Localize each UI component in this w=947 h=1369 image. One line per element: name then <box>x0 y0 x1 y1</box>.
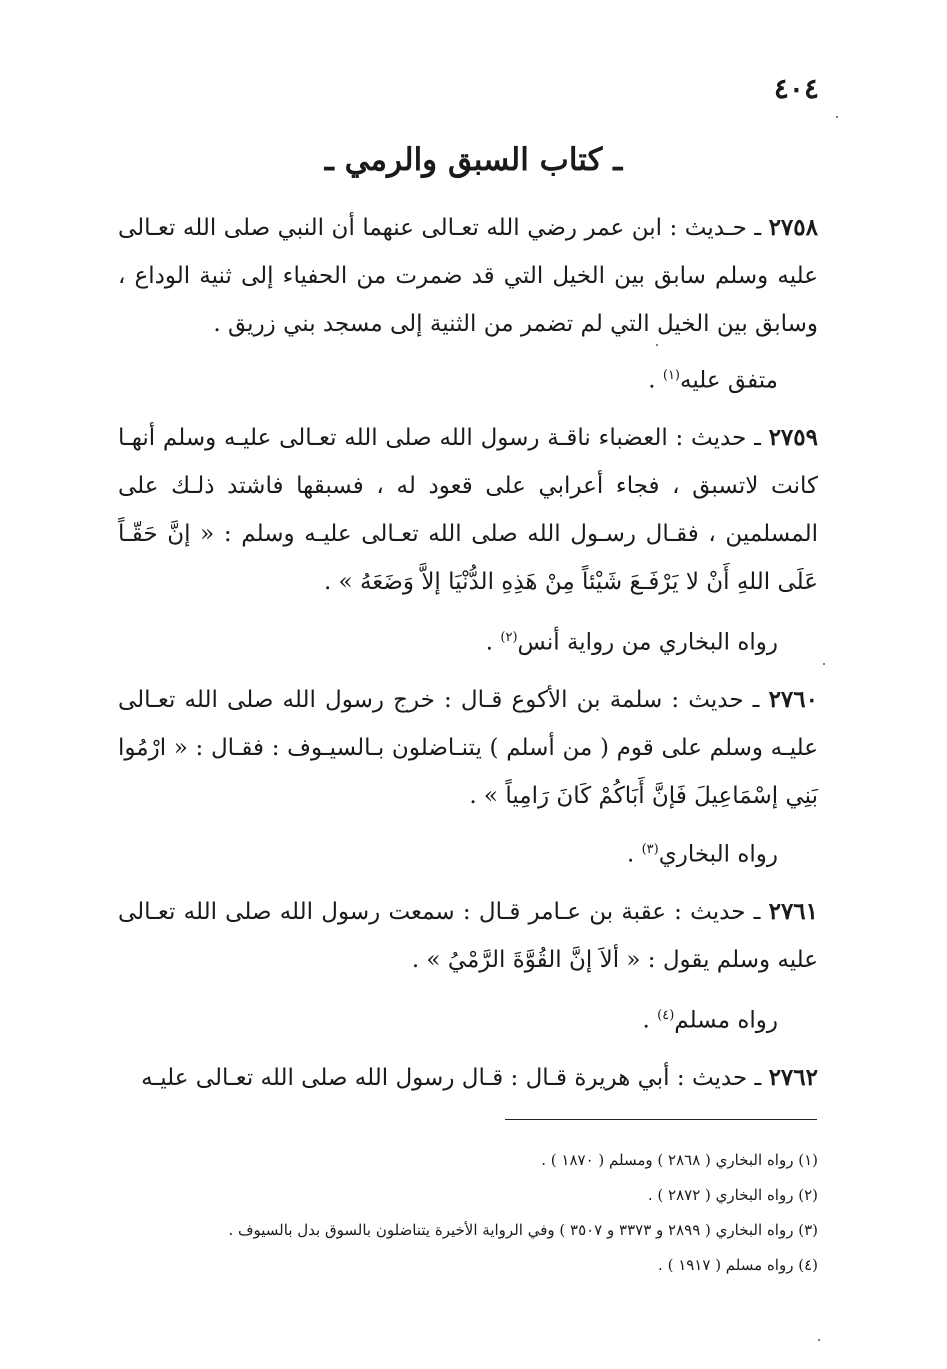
hadith-block <box>118 888 818 984</box>
hadith-text: ـ حديث : سلمة بن الأكوع قـال : خرج رسول الله صلى الله تعـالى عليـه وسلم على قوم ( من أسلم ) يتنـاضلون بـالسيـوف : فقـال : « ارْمُوا بَنِي إسْمَاعِيلَ فَإنَّ أَبَاكُمْ كَانَ رَامِياً » . <box>118 687 818 809</box>
hadith-paragraph <box>118 414 818 606</box>
hadith-source-block <box>118 614 818 667</box>
source-text: رواه البخاري <box>658 841 778 868</box>
scan-speck <box>656 344 658 346</box>
footnote: (٣) رواه البخاري ( ٢٨٩٩ و ٣٣٧٣ و ٣٥٠٧ ) وفي الرواية الأخيرة يتناضلون بالسوق بدل بالسيوف . <box>228 1221 818 1239</box>
source-end: . <box>648 367 663 394</box>
hadith-source <box>118 992 818 1045</box>
hadith-paragraph <box>118 204 818 348</box>
hadith-block <box>118 204 818 348</box>
hadith-text: ـ حـديث : ابن عمر رضي الله تعـالى عنهما أن النبي صلى الله تعـالى عليه وسلم سابق بين الخيل التي قد ضمرت من الحفياء إلى ثنية الوداع ، وسابق بين الخيل التي لم تضمر من الثنية إلى مسجد بني زريق . <box>118 215 818 337</box>
hadith-source <box>118 614 818 667</box>
source-end: . <box>626 841 642 868</box>
source-end: . <box>642 1007 658 1034</box>
hadith-block <box>118 414 818 606</box>
source-text: متفق عليه <box>680 367 778 394</box>
hadith-source-block <box>118 352 818 405</box>
footnotes <box>118 1143 818 1283</box>
hadith-source <box>118 826 818 879</box>
source-text: رواه البخاري من رواية أنس <box>517 629 778 656</box>
hadith-paragraph <box>118 888 818 984</box>
hadith-source <box>118 352 818 405</box>
hadith-paragraph <box>118 1054 818 1102</box>
hadith-number: ٢٧٦١ <box>768 898 819 925</box>
chapter-title: ـ كتاب السبق والرمي ـ <box>324 142 623 178</box>
scan-speck <box>823 663 825 665</box>
hadith-text: ـ حديث : عقبة بن عـامر قـال : سمعت رسول الله صلى الله تعـالى عليه وسلم يقول : « ألاَ إنَّ القُوَّةَ الرَّمْيُ » . <box>118 899 818 973</box>
footnote: (٢) رواه البخاري ( ٢٨٧٢ ) . <box>647 1186 818 1204</box>
hadith-number: ٢٧٦٢ <box>768 1064 818 1091</box>
hadith-text: ـ حديث : العضباء ناقـة رسول الله صلى الله تعـالى عليـه وسلم أنهـا كانت لاتسبق ، فجاء أعرابي على قعود له ، فسبقها فاشتد ذلـك على المسلمين ، فقـال رسـول الله صلى الله تعـالى عليـه وسلم : « إنَّ حَقّـاً عَلَى اللهِ أَنْ لا يَرْفَـعَ شَيْئاً مِنْ هَذِهِ الدُّنْيَا إلاَّ وَضَعَهُ » . <box>118 425 818 595</box>
scan-speck <box>818 1339 820 1341</box>
hadith-source-block <box>118 992 818 1045</box>
hadith-paragraph <box>118 676 818 820</box>
footnote-ref: (١) <box>662 368 680 383</box>
footnote-ref: (٣) <box>641 842 659 857</box>
hadith-text: ـ حديث : أبي هريرة قـال : قـال رسول الله صلى الله تعـالى عليـه <box>141 1065 762 1091</box>
footnote: (٤) رواه مسلم ( ١٩١٧ ) . <box>658 1256 818 1274</box>
footnote-ref: (٤) <box>657 1008 675 1023</box>
hadith-number: ٢٧٥٩ <box>768 424 818 451</box>
footnote-divider <box>505 1119 817 1120</box>
footnote-ref: (٢) <box>500 630 518 645</box>
scan-speck <box>836 116 838 118</box>
source-end: . <box>485 629 501 656</box>
hadith-number: ٢٧٥٨ <box>768 214 818 241</box>
hadith-number: ٢٧٦٠ <box>768 686 818 713</box>
page-number: ٤٠٤ <box>773 72 819 105</box>
hadith-block <box>118 676 818 820</box>
hadith-block <box>118 1054 818 1102</box>
footnote: (١) رواه البخاري ( ٢٨٦٨ ) ومسلم ( ١٨٧٠ ) . <box>541 1151 818 1169</box>
hadith-source-block <box>118 826 818 879</box>
source-text: رواه مسلم <box>674 1007 778 1034</box>
